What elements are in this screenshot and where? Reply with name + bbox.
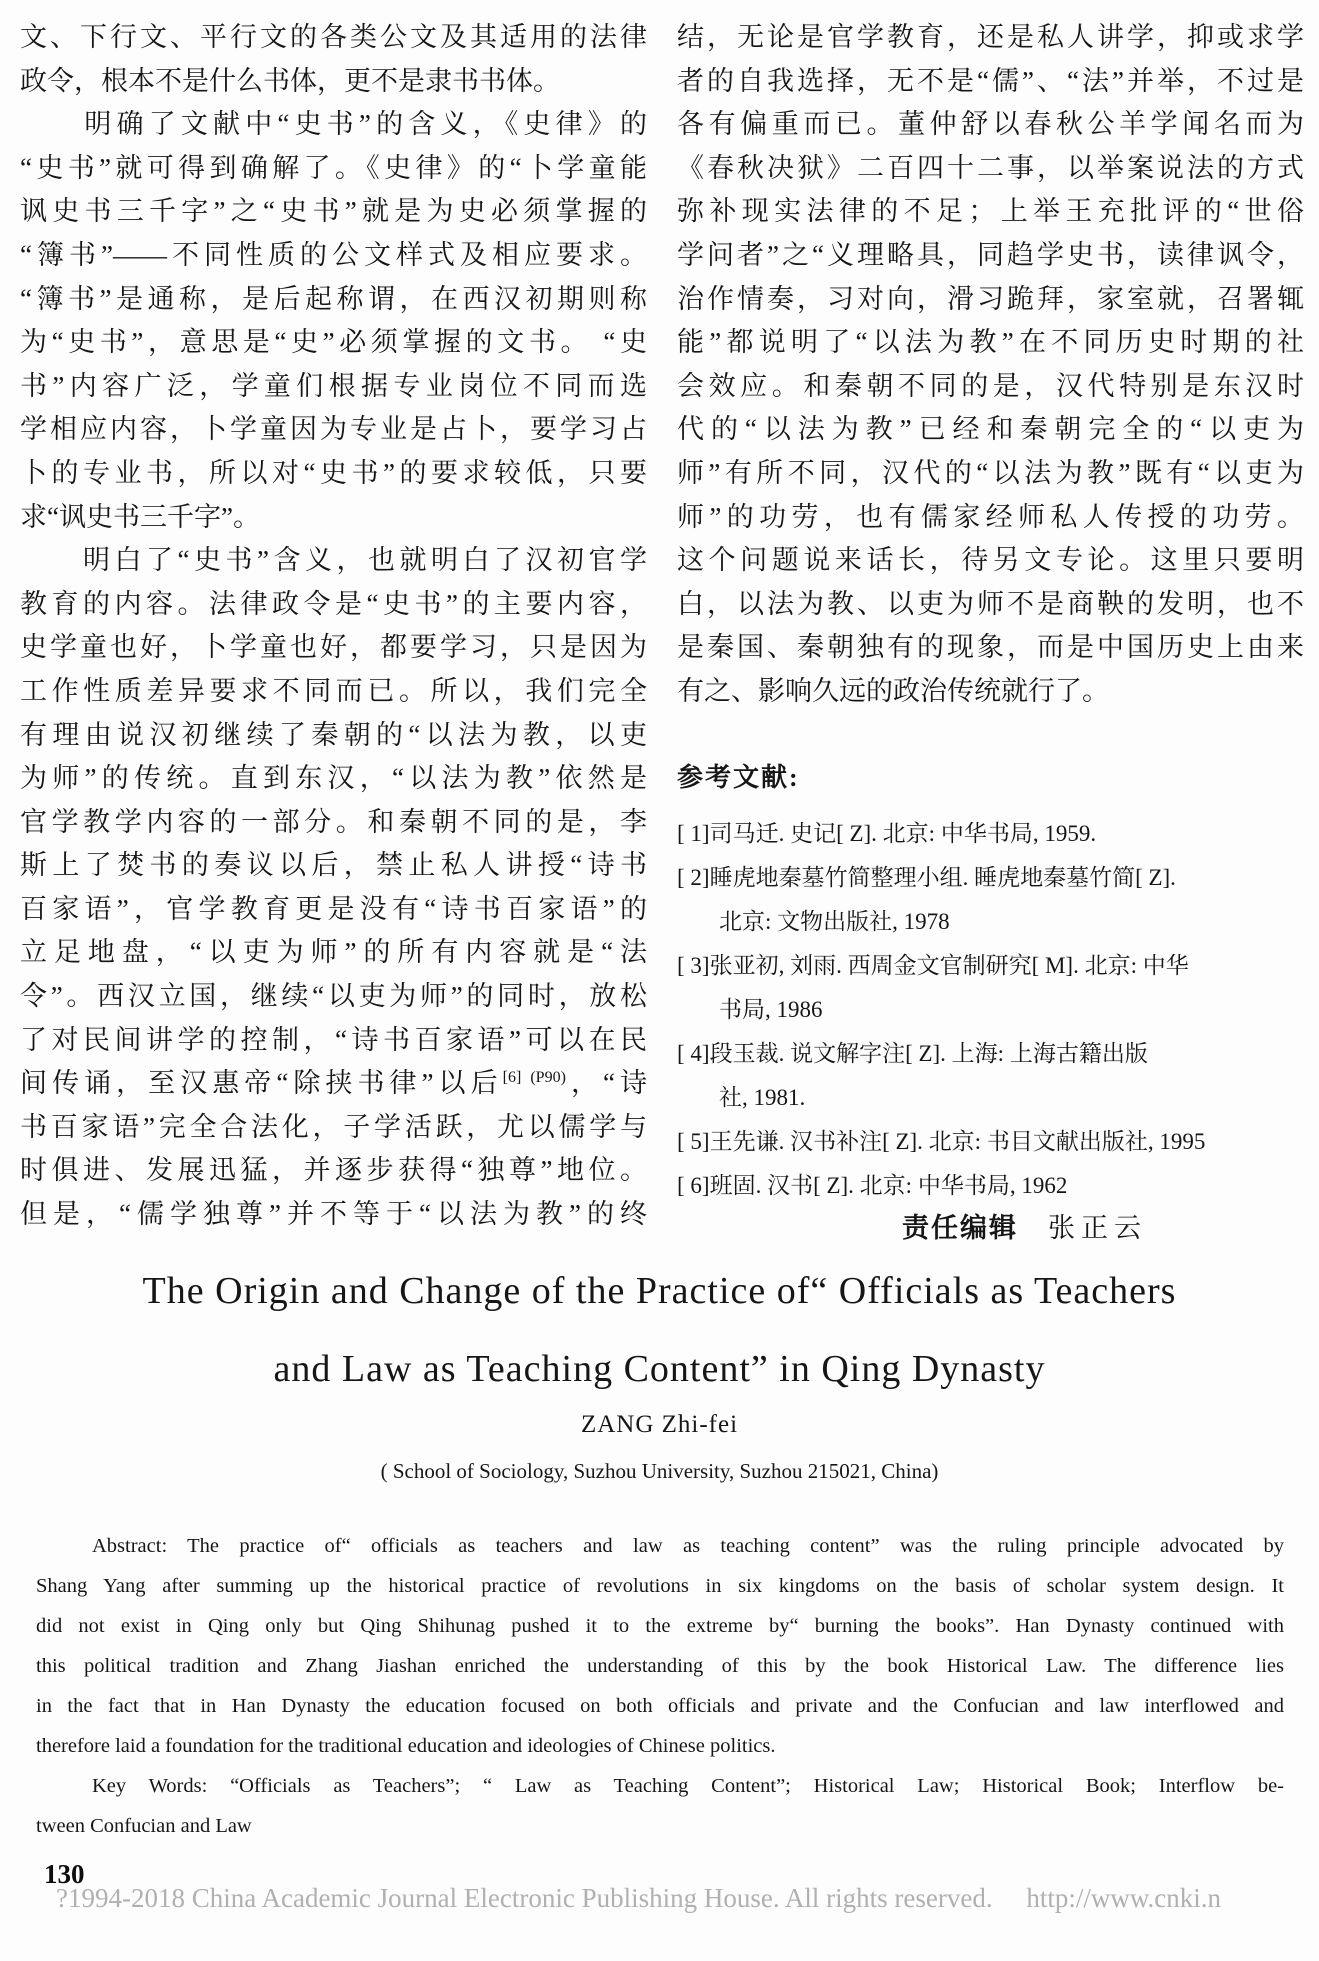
reference-line: 北京: 文物出版社, 1978 [719, 909, 950, 934]
author-name: ZANG Zhi-fei [580, 1411, 739, 1438]
body-text-line: 斯上了焚书的奏议以后，禁止私人讲授“诗书 [20, 850, 647, 881]
english-title-line1: The Origin and Change of the Practice of“ Officials as Teachers [142, 1270, 1177, 1312]
body-text-line: “簿书”——不同性质的公文样式及相应要求。 [20, 239, 647, 270]
page-number: 130 [44, 1859, 85, 1889]
reference-line: [ 4]段玉裁. 说文解字注[ Z]. 上海: 上海古籍出版 [677, 1041, 1148, 1066]
body-text-line: 工作性质差异要求不同而已。所以，我们完全 [20, 675, 647, 706]
body-text-line: 令”。西汉立国，继续“以吏为师”的同时，放松 [20, 981, 647, 1012]
author-affiliation: ( School of Sociology, Suzhou University, Suzhou 215021, China) [380, 1459, 939, 1483]
body-text-line: 结，无论是官学教育，还是私人讲学，抑或求学 [677, 22, 1304, 52]
body-text-line: 师”的功劳，也有儒家经师私人传授的功劳。 [677, 501, 1304, 532]
body-text-line: 有理由说汉初继续了秦朝的“以法为教，以吏 [20, 719, 647, 750]
abstract-line: Shang Yang after summing up the historical practice of revolutions in six kingdoms on the basis of scholar system design. It [36, 1575, 1284, 1597]
reference-line: [ 3]张亚初, 刘雨. 西周金文官制研究[ M]. 北京: 中华 [677, 953, 1189, 978]
body-text-line: 者的自我选择，无不是“儒”、“法”并举，不过是 [677, 65, 1304, 96]
chinese-left-column [20, 16, 647, 1237]
body-text-line: 是秦国、秦朝独有的现象，而是中国历史上由来 [677, 632, 1304, 663]
body-text-line: 史学童也好，卜学童也好，都要学习，只是因为 [20, 632, 647, 663]
body-text-line: 这个问题说来话长，待另文专论。这里只要明 [677, 545, 1304, 576]
reference-line: [ 5]王先谦. 汉书补注[ Z]. 北京: 书目文献出版社, 1995 [677, 1129, 1206, 1154]
body-text-line: “簿书”是通称，是后起称谓，在西汉初期则称 [20, 283, 647, 314]
body-text-line: 讽史书三千字”之“史书”就是为史必须掌握的 [20, 196, 647, 227]
body-text-line: 书”内容广泛，学童们根据专业岗位不同而选 [20, 370, 647, 401]
abstract-line: this political tradition and Zhang Jiashan enriched the understanding of this by the book Historical Law. The difference lies [36, 1655, 1284, 1677]
body-text-line: 有之、影响久远的政治传统就行了。 [677, 675, 1109, 706]
abstract-line: therefore laid a foundation for the traditional education and ideologies of Chinese politics. [36, 1735, 776, 1757]
references-section [677, 756, 1309, 1208]
body-text-line: 卜的专业书，所以对“史书”的要求较低，只要 [20, 457, 647, 488]
body-text-line: 明确了文献中“史书”的含义，《史律》的 [20, 109, 647, 140]
body-text-line: 学相应内容，卜学童因为专业是占卜，要学习占 [20, 414, 647, 445]
body-text-line: 了对民间讲学的控制，“诗书百家语”可以在民 [20, 1024, 647, 1055]
references-heading: 参考文献: [677, 763, 800, 792]
body-text-line: 各有偏重而已。董仲舒以春秋公羊学闻名而为 [677, 109, 1304, 140]
body-text-line: 《春秋决狱》二百四十二事，以举案说法的方式 [677, 152, 1304, 183]
keywords-paragraph [36, 1766, 1284, 1846]
body-text-line: 为师”的传统。直到东汉，“以法为教”依然是 [20, 763, 647, 794]
body-text-line: 弥补现实法律的不足；上举王充批评的“世俗 [677, 196, 1304, 227]
reference-line: [ 1]司马迁. 史记[ Z]. 北京: 中华书局, 1959. [677, 821, 1097, 846]
body-text-line: 治作情奏，习对向，滑习跪拜，家室就，召署辄 [677, 283, 1304, 314]
body-text-line: 书百家语”完全合法化，子学活跃，尤以儒学与 [20, 1111, 647, 1142]
english-title-line2: and Law as Teaching Content” in Qing Dynasty [273, 1348, 1046, 1390]
body-text-line: 时俱进、发展迅猛，并逐步获得“独尊”地位。 [20, 1155, 647, 1186]
text-segment: 间传诵，至汉惠帝“除挟书律”以后 [20, 1068, 503, 1099]
text-segment: ，“诗 [565, 1068, 647, 1099]
body-text-line: 明白了“史书”含义，也就明白了汉初官学 [20, 545, 647, 576]
references-list [677, 812, 1309, 1208]
reference-line: [ 6]班固. 汉书[ Z]. 北京: 中华书局, 1962 [677, 1173, 1068, 1198]
body-text-line: 政令，根本不是什么书体，更不是隶书书体。 [20, 65, 560, 96]
abstract-paragraph [36, 1526, 1284, 1766]
abstract-line: Abstract: The practice of“ officials as teachers and law as teaching content” was the ruling principle advocated by [92, 1535, 1284, 1557]
copyright-footer: ?1994-2018 China Academic Journal Electronic Publishing House. All rights reserved. http://www.cnki.n [56, 1883, 1222, 1913]
reference-line: 书局, 1986 [719, 997, 823, 1022]
body-text-line: 立足地盘，“以吏为师”的所有内容就是“法 [20, 937, 647, 968]
body-text-line: 为“史书”，意思是“史”必须掌握的文书。 “史 [20, 327, 647, 358]
body-text-line: 求“讽史书三千字”。 [20, 501, 260, 532]
body-text-line: 百家语”，官学教育更是没有“诗书百家语”的 [20, 893, 647, 924]
editor-label: 责任编辑 [902, 1213, 1018, 1243]
body-text-line [20, 1062, 647, 1106]
body-text-line: 教育的内容。法律政令是“史书”的主要内容， [20, 588, 647, 619]
editor-line [902, 1208, 1147, 1248]
body-text-line: 但是，“儒学独尊”并不等于“以法为教”的终 [20, 1199, 647, 1230]
citation-superscript: [6] (P90) [502, 1069, 566, 1087]
keywords-line: tween Confucian and Law [36, 1815, 252, 1837]
reference-line: 社, 1981. [719, 1085, 806, 1110]
reference-line: [ 2]睡虎地秦墓竹简整理小组. 睡虎地秦墓竹简[ Z]. [677, 865, 1176, 890]
body-text-line: 文、下行文、平行文的各类公文及其适用的法律 [20, 22, 647, 52]
keywords-line: Key Words: “Officials as Teachers”; “ Law as Teaching Content”; Historical Law; Historical Book; Interflow be- [92, 1775, 1284, 1797]
body-text-line: 学问者”之“义理略具，同趋学史书，读律讽令， [677, 239, 1304, 270]
body-text-line: 师”有所不同，汉代的“以法为教”既有“以吏为 [677, 457, 1304, 488]
body-text-line: 代的“以法为教”已经和秦朝完全的“以吏为 [677, 414, 1304, 445]
body-text-line: “史书”就可得到确解了。《史律》的“卜学童能 [20, 152, 647, 183]
body-text-line: 官学教学内容的一部分。和秦朝不同的是，李 [20, 806, 647, 837]
body-text-line: 会效应。和秦朝不同的是，汉代特别是东汉时 [677, 370, 1304, 401]
abstract-line: did not exist in Qing only but Qing Shihunag pushed it to the extreme by“ burning the books”. Han Dynasty continued with [36, 1615, 1284, 1637]
editor-name: 张正云 [1048, 1213, 1147, 1243]
body-text-line: 白，以法为教、以吏为师不是商鞅的发明，也不 [677, 588, 1304, 619]
body-text-line: 能”都说明了“以法为教”在不同历史时期的社 [677, 327, 1304, 358]
abstract-line: in the fact that in Han Dynasty the education focused on both officials and private and the Confucian and law interflowed and [36, 1695, 1284, 1717]
chinese-right-column [677, 16, 1304, 714]
